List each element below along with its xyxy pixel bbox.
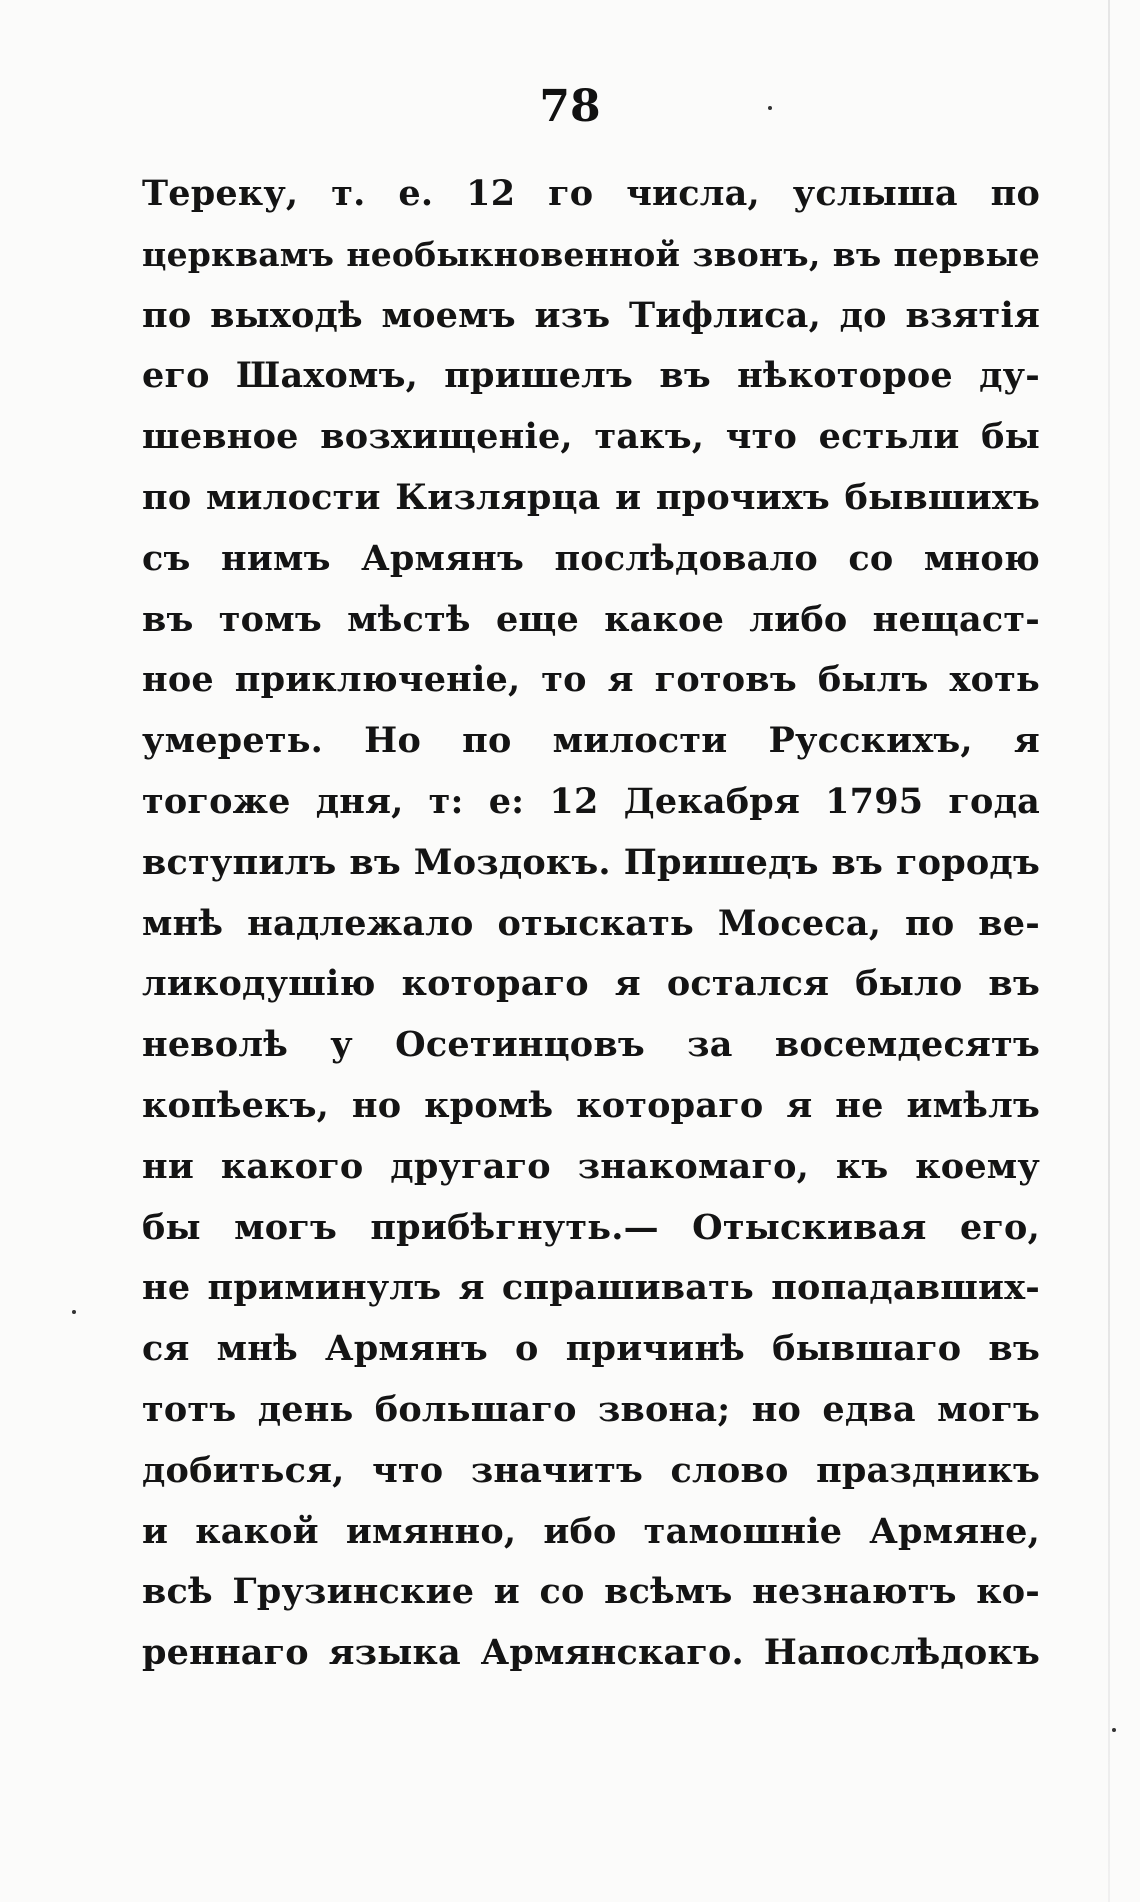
text-line: реннаго языка Армянскаго. Напослѣдокъ [142, 1632, 1040, 1674]
text-line: ся мнѣ Армянъ о причинѣ бывшаго въ [142, 1328, 1040, 1370]
body-text [142, 164, 1040, 1684]
text-line: Тереку, т. е. 12 го числа, услыша по [142, 173, 1040, 214]
ink-speck [768, 106, 772, 110]
text-line: и какой имянно, ибо тамошніе Армяне, [142, 1510, 1040, 1552]
text-line: бы могъ прибѣгнуть.— Отыскивая его, [142, 1206, 1040, 1248]
ink-speck [1112, 1728, 1116, 1732]
text-line: въ томъ мѣстѣ еще какое либо нещаст- [142, 598, 1040, 640]
text-line: ное приключеніе, то я готовъ былъ хоть [142, 659, 1040, 701]
text-line: по выходѣ моемъ изъ Тифлиса, до взятія [142, 294, 1040, 336]
ink-speck [72, 1310, 76, 1314]
text-line: ликодушію котораго я остался было въ [142, 963, 1040, 1005]
text-line: съ нимъ Армянъ послѣдовало со мною [142, 537, 1040, 579]
text-line: неволѣ у Осетинцовъ за восемдесятъ [142, 1024, 1040, 1066]
text-line: шевное возхищеніе, такъ, что естьли бы [142, 416, 1040, 458]
page-number: 78 [539, 81, 601, 132]
text-line: тотъ день большаго звона; но едва могъ [142, 1388, 1040, 1430]
text-line: ни какого другаго знакомаго, къ коему [142, 1145, 1040, 1187]
text-line: добиться, что значитъ слово праздникъ [142, 1449, 1040, 1491]
text-line: всѣ Грузинские и со всѣмъ незнаютъ ко- [142, 1571, 1040, 1613]
text-line: не приминулъ я спрашивать попадавших- [142, 1267, 1040, 1309]
text-line: по милости Кизлярца и прочихъ бывшихъ [142, 476, 1040, 518]
text-line: мнѣ надлежало отыскать Мосеса, по ве- [142, 902, 1040, 944]
text-line: тогоже дня, т: е: 12 Декабря 1795 года [142, 780, 1040, 822]
scan-edge-line [1108, 0, 1110, 1902]
text-line: умереть. Но по милости Русскихъ, я [142, 720, 1040, 762]
text-line: его Шахомъ, пришелъ въ нѣкоторое ду- [142, 355, 1040, 397]
text-line: вступилъ въ Моздокъ. Пришедъ въ городъ [142, 841, 1040, 883]
text-line: церквамъ необыкновенной звонъ, въ первые [142, 234, 1040, 274]
text-line: копѣекъ, но кромѣ котораго я не имѣлъ [142, 1084, 1040, 1126]
